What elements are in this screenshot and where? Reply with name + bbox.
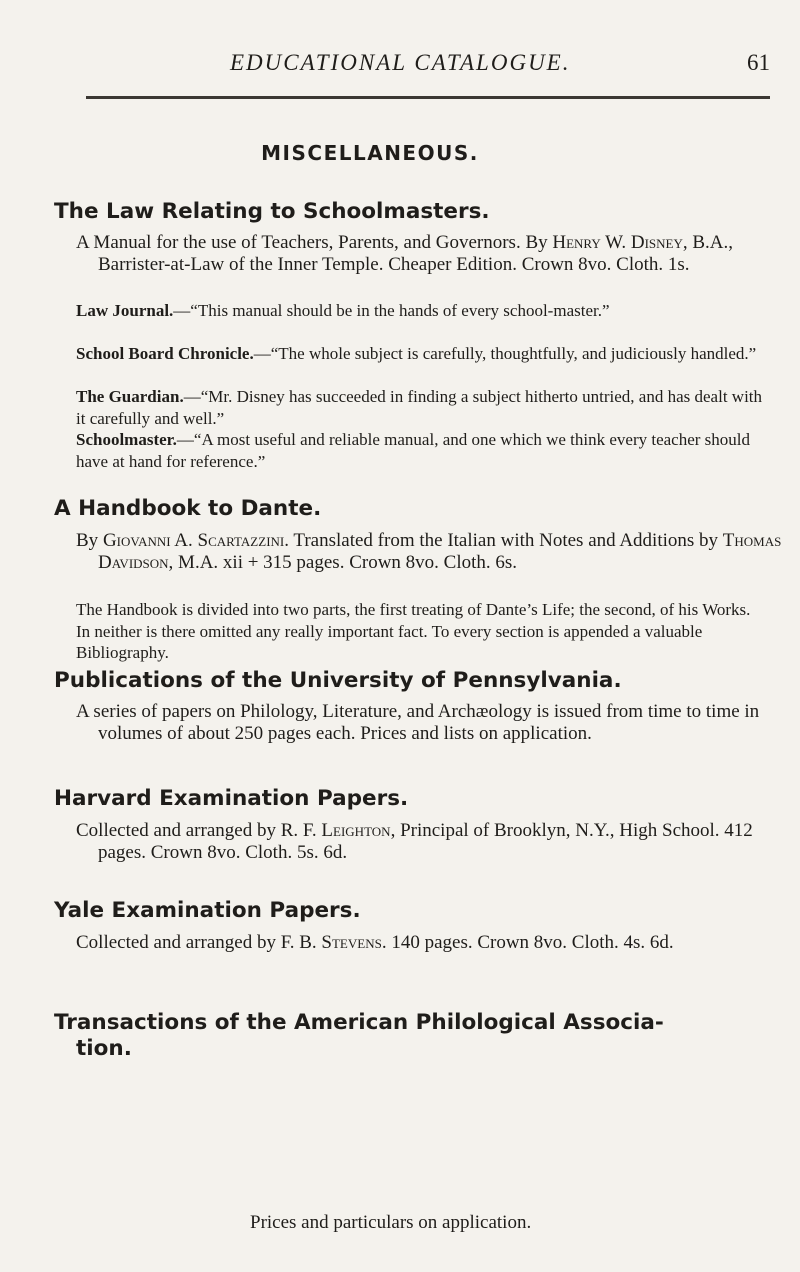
review-source: Law Journal. — [76, 301, 174, 320]
entry-title-american-philological-line2: tion. — [76, 1036, 132, 1061]
running-head-title: EDUCATIONAL CATALOGUE. — [230, 50, 571, 75]
page-number: 61 — [747, 50, 770, 75]
review-the-guardian — [76, 386, 766, 429]
author-name: Giovanni A. Scartazzini — [102, 530, 285, 551]
desc-suffix: , M.A. xii + 315 pages. Crown 8vo. Cloth. 6s. — [168, 552, 518, 573]
entry-description-pennsylvania-publications: A series of papers on Philology, Literature, and Archæology is issued from time to time in volumes of about 250 pages each. Prices and lists on application. — [76, 701, 760, 744]
review-law-journal — [76, 300, 766, 322]
review-text: —“Mr. Disney has succeeded in finding a subject hitherto untried, and has dealt with it carefully and well.” — [76, 387, 763, 428]
entry-description-yale-papers — [76, 932, 788, 954]
desc-prefix: Collected and arranged by F. B. — [76, 932, 322, 953]
entry-description-law-schoolmasters — [76, 232, 788, 276]
review-schoolmaster — [76, 429, 766, 472]
running-head — [80, 50, 770, 90]
entry-description-harvard-papers — [76, 820, 788, 864]
desc-prefix: Collected and arranged by R. F. — [76, 820, 322, 841]
desc-suffix: , Principal of Brooklyn, N.Y., High School. 412 pages. Crown 8vo. Cloth. 5s. 6d. — [98, 820, 753, 863]
review-text: —“A most useful and reliable manual, and one which we think every teacher should have at hand for reference.” — [76, 430, 751, 471]
review-text: —“This manual should be in the hands of every school-master.” — [173, 301, 610, 320]
desc-suffix: , B.A., Barrister-at-Law of the Inner Temple. Cheaper Edition. Crown 8vo. Cloth. 1s. — [98, 232, 734, 275]
entry-title-handbook-dante: A Handbook to Dante. — [54, 496, 322, 521]
header-rule — [86, 96, 770, 99]
translator-name: Thomas Davidson — [98, 530, 782, 573]
author-name: Henry W. Disney — [552, 232, 683, 253]
desc-prefix: By — [76, 530, 103, 551]
entry-description-handbook-dante — [76, 530, 788, 574]
entry-note-american-philological: Prices and particulars on application. — [250, 1212, 532, 1233]
section-heading: MISCELLANEOUS. — [261, 141, 479, 165]
entry-title-american-philological-line1: Transactions of the American Philological Associa- — [54, 1010, 664, 1035]
desc-prefix: A Manual for the use of Teachers, Parents, and Governors. By — [76, 232, 553, 253]
review-source: Schoolmaster. — [76, 430, 177, 449]
entry-title-harvard-papers: Harvard Examination Papers. — [54, 786, 409, 811]
desc-suffix: . 140 pages. Crown 8vo. Cloth. 4s. 6d. — [381, 932, 674, 953]
author-name: Leighton — [321, 820, 391, 841]
entry-title-law-schoolmasters: The Law Relating to Schoolmasters. — [54, 199, 490, 224]
desc-middle: . Translated from the Italian with Notes and Additions by — [284, 530, 723, 551]
review-text: —“The whole subject is carefully, thoughtfully, and judiciously handled.” — [253, 344, 757, 363]
review-source: School Board Chronicle. — [76, 344, 254, 363]
author-name: Stevens — [321, 932, 382, 953]
entry-note-handbook-dante: The Handbook is divided into two parts, the first treating of Dante’s Life; the second, of his Works. In neither is there omitted any really important fact. To every section is appended a valuable Bibliography. — [76, 600, 751, 662]
review-school-board-chronicle — [76, 343, 766, 365]
entry-title-pennsylvania-publications: Publications of the University of Pennsylvania. — [54, 668, 622, 693]
entry-title-yale-papers: Yale Examination Papers. — [54, 898, 361, 923]
review-source: The Guardian. — [76, 387, 184, 406]
